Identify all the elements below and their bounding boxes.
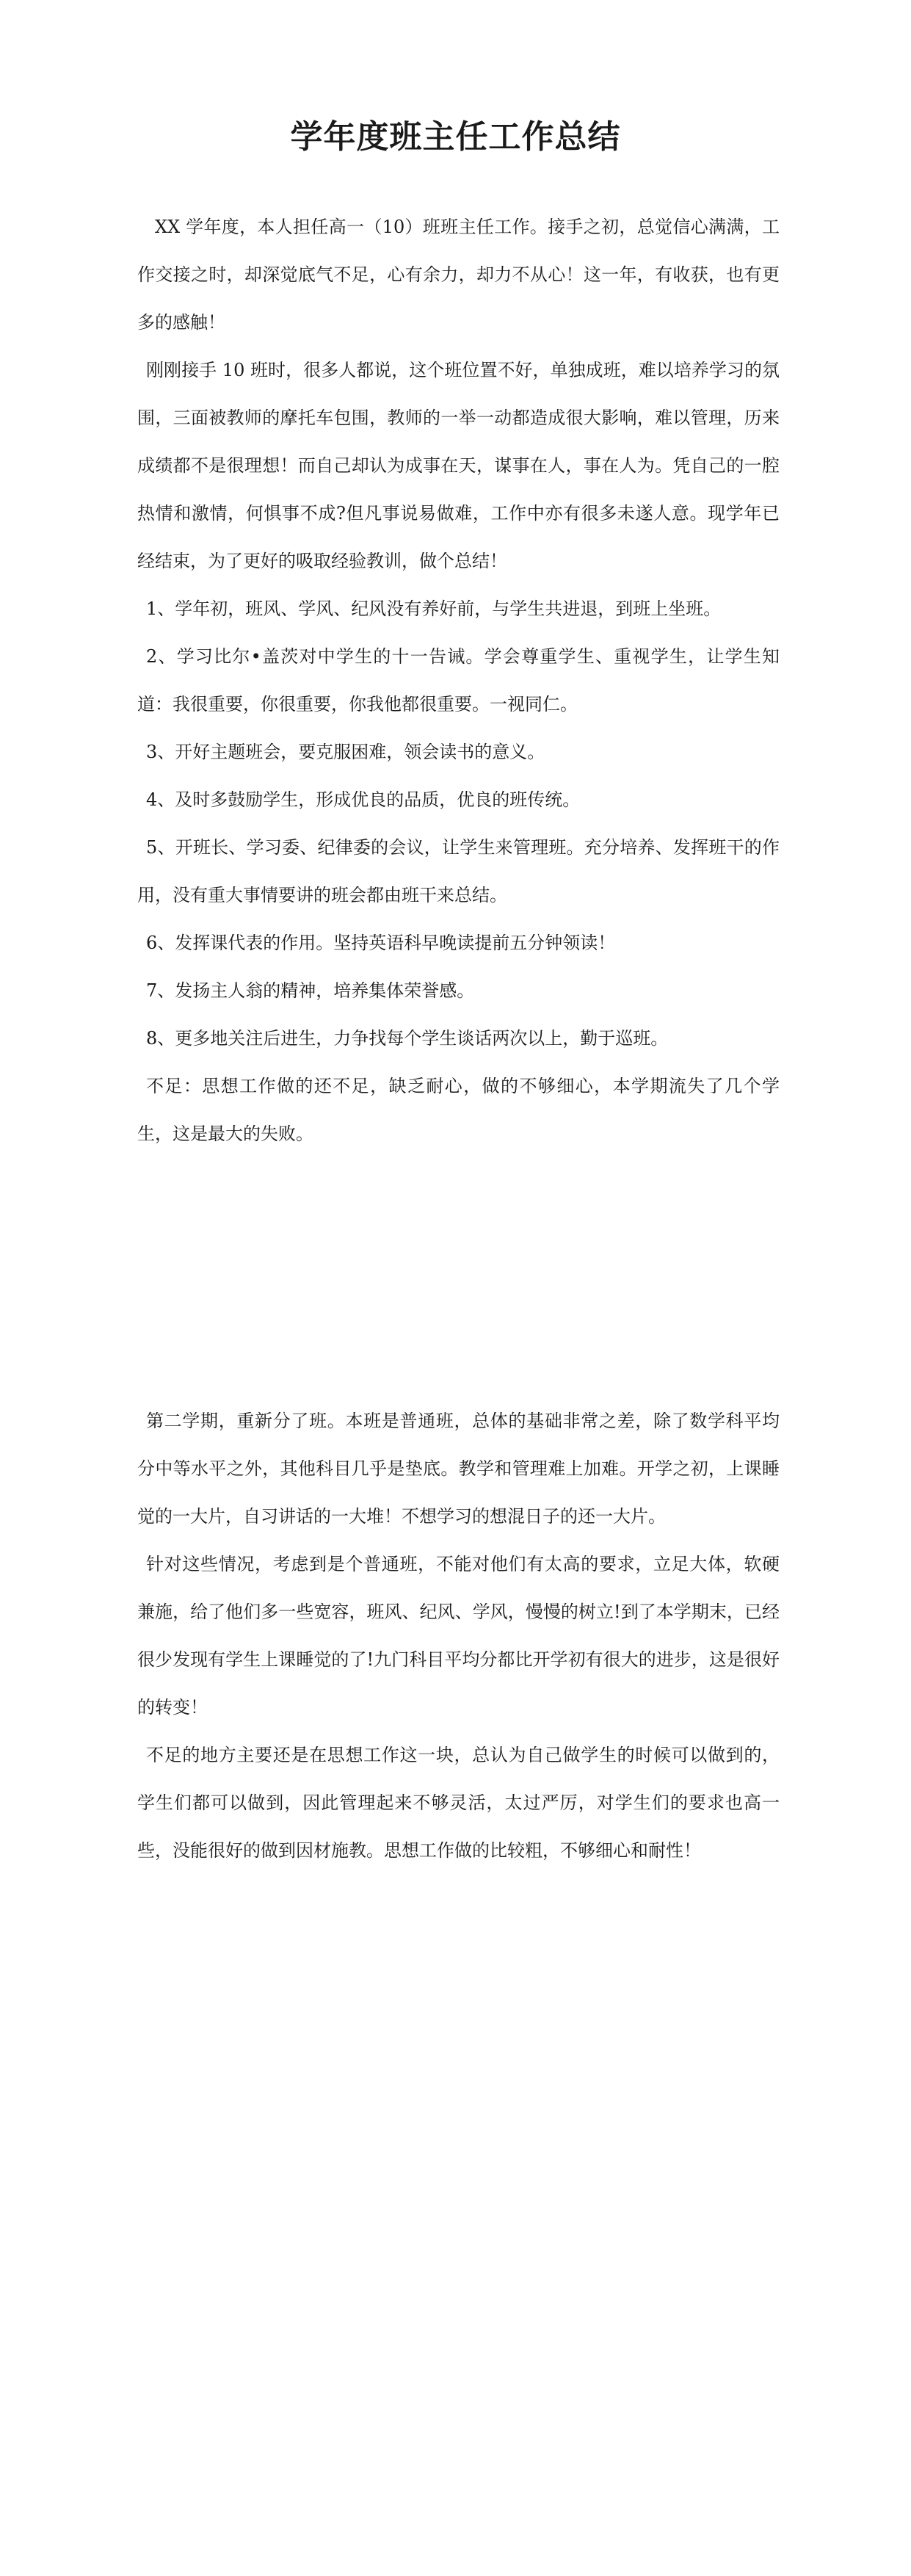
- section-first-semester: [137, 203, 780, 1158]
- list-item-8: 8、更多地关注后进生，力争找每个学生谈话两次以上，勤于巡班。: [146, 1028, 669, 1049]
- paragraph-shortcomings-1: 不足：思想工作做的还不足，缺乏耐心，做的不够细心，本学期流失了几个学生，这是最大的失败。: [137, 1076, 780, 1144]
- paragraph-shortcomings-2: 不足的地方主要还是在思想工作这一块，总认为自己做学生的时候可以做到的，学生们都可以做到，因此管理起来不够灵活，太过严厉，对学生们的要求也高一些，没能很好的做到因材施教。思想工作做的比较粗，不够细心和耐性！: [137, 1745, 780, 1861]
- paragraph-intro: XX 学年度，本人担任高一（10）班班主任工作。接手之初，总觉信心满满，工作交接之时，却深觉底气不足，心有余力，却力不从心！这一年，有收获，也有更多的感触！: [137, 217, 780, 333]
- list-item-2: 2、学习比尔•盖茨对中学生的十一告诫。学会尊重学生、重视学生，让学生知道：我很重要，你很重要，你我他都很重要。一视同仁。: [137, 646, 780, 714]
- list-item-5: 5、开班长、学习委、纪律委的会议，让学生来管理班。充分培养、发挥班干的作用，没有重大事情要讲的班会都由班干来总结。: [137, 837, 780, 905]
- document-title: 学年度班主任工作总结: [290, 118, 621, 156]
- paragraph-second-semester: 第二学期，重新分了班。本班是普通班，总体的基础非常之差，除了数学科平均分中等水平之外，其他科目几乎是垫底。教学和管理难上加难。开学之初，上课睡觉的一大片，自习讲话的一大堆！不想学习的想混日子的还一大片。: [137, 1411, 780, 1527]
- list-item-1: 1、学年初，班风、学风、纪风没有养好前，与学生共进退，到班上坐班。: [146, 598, 722, 619]
- list-item-7: 7、发扬主人翁的精神，培养集体荣誉感。: [146, 980, 475, 1001]
- list-item-6: 6、发挥课代表的作用。坚持英语科早晚读提前五分钟领读！: [146, 933, 616, 953]
- paragraph-measures: 针对这些情况，考虑到是个普通班，不能对他们有太高的要求，立足大体，软硬兼施，给了他们多一些宽容，班风、纪风、学风，慢慢的树立!到了本学期末，已经很少发现有学生上课睡觉的了!九门科目平均分都比开学初有很大的进步，这是很好的转变！: [137, 1554, 780, 1718]
- section-second-semester: [137, 1397, 780, 1875]
- paragraph-background: 刚刚接手 10 班时，很多人都说，这个班位置不好，单独成班，难以培养学习的氛围，三面被教师的摩托车包围，教师的一举一动都造成很大影响，难以管理，历来成绩都不是很理想！而自己却认为成事在天，谋事在人，事在人为。凭自己的一腔热情和激情，何惧事不成?但凡事说易做难，工作中亦有很多未遂人意。现学年已经结束，为了更好的吸取经验教训，做个总结！: [137, 360, 780, 571]
- list-item-3: 3、开好主题班会，要克服困难，领会读书的意义。: [146, 742, 545, 762]
- list-item-4: 4、及时多鼓励学生，形成优良的品质，优良的班传统。: [146, 789, 581, 810]
